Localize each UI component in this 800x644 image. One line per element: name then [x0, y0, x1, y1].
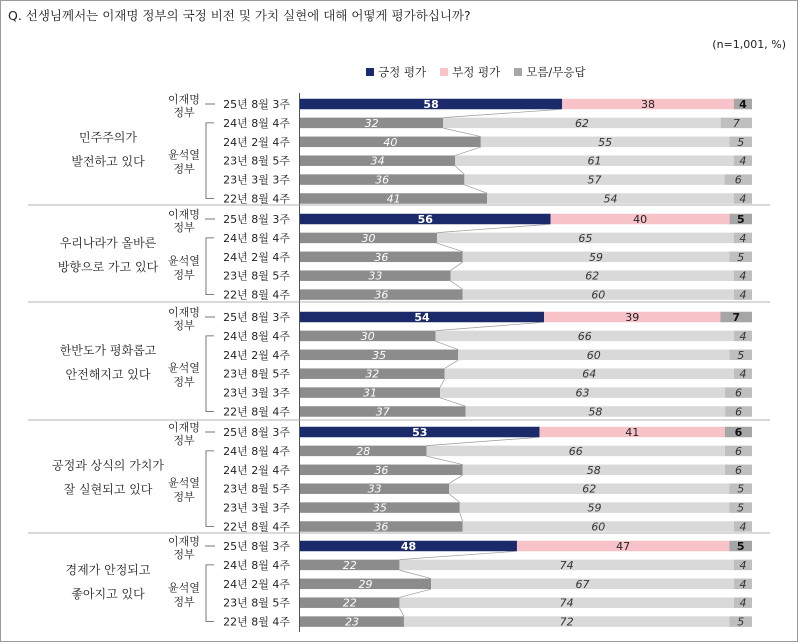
- period-label: 23년 8월 5주: [223, 269, 290, 283]
- series-connector: [436, 322, 544, 330]
- gov-label-yoon: 정부: [173, 595, 195, 609]
- value-label-dk: 6: [734, 386, 742, 400]
- value-label-dk: 5: [737, 348, 745, 362]
- value-label-negative: 66: [568, 444, 583, 458]
- value-label-dk: 5: [737, 482, 745, 496]
- period-label: 25년 8월 3주: [223, 98, 290, 111]
- value-label-negative: 58: [586, 463, 601, 477]
- period-label: 24년 2월 4주: [223, 577, 290, 591]
- period-label: 22년 8월 4주: [223, 288, 290, 302]
- period-label: 24년 8월 4주: [223, 329, 290, 343]
- group-label: 좋아지고 있다: [71, 586, 145, 601]
- series-connector: [437, 243, 463, 251]
- gov-label-lee: 이재명: [168, 306, 200, 319]
- value-label-positive: 36: [374, 250, 389, 264]
- value-label-dk: 4: [739, 192, 747, 206]
- value-label-dk: 4: [739, 596, 747, 610]
- value-label-negative: 66: [577, 329, 592, 343]
- value-label-negative: 57: [587, 173, 602, 187]
- series-connector: [449, 494, 460, 502]
- series-connector: [445, 360, 459, 368]
- period-label: 24년 2월 4주: [223, 348, 290, 362]
- series-connector: [449, 475, 463, 483]
- period-label: 22년 8월 4주: [223, 520, 290, 534]
- series-connector: [427, 456, 463, 464]
- value-label-positive: 35: [372, 501, 387, 515]
- series-connector: [399, 551, 517, 559]
- value-label-negative: 59: [589, 250, 604, 264]
- gov-label-yoon: 정부: [173, 268, 195, 282]
- period-label: 23년 8월 5주: [223, 596, 290, 610]
- period-label: 24년 8월 4주: [223, 558, 290, 572]
- value-label-positive: 54: [414, 311, 430, 324]
- value-label-positive: 32: [365, 367, 380, 381]
- value-label-negative: 39: [625, 311, 640, 324]
- gov-label-yoon: 윤석열: [168, 361, 200, 375]
- period-label: 24년 2월 4주: [223, 135, 290, 149]
- group-label: 잘 실현되고 있다: [63, 482, 153, 497]
- period-label: 23년 3월 3주: [223, 501, 290, 515]
- group-label: 경제가 안정되고: [65, 562, 151, 577]
- value-label-dk: 4: [739, 154, 747, 168]
- group-label: 한반도가 평화롭고: [59, 343, 157, 358]
- value-label-dk: 4: [739, 558, 747, 572]
- gov-label-yoon: 윤석열: [168, 476, 200, 490]
- value-label-dk: 4: [739, 269, 747, 283]
- gov-label-lee: 정부: [173, 106, 195, 119]
- legend-label-negative: 부정 평가: [452, 65, 501, 79]
- value-label-positive: 34: [370, 154, 385, 168]
- value-label-dk: 5: [736, 540, 745, 553]
- value-label-dk: 5: [736, 213, 745, 226]
- series-connector: [436, 341, 459, 349]
- value-label-positive: 41: [386, 192, 401, 206]
- gov-label-yoon: 정부: [173, 375, 195, 389]
- gov-label-lee: 이재명: [168, 208, 200, 221]
- value-label-dk: 7: [732, 311, 741, 324]
- period-label: 23년 3월 3주: [223, 386, 290, 400]
- gov-label-lee: 이재명: [168, 93, 200, 106]
- value-label-positive: 56: [417, 213, 433, 226]
- period-label: 24년 2월 4주: [223, 463, 290, 477]
- value-label-dk: 5: [737, 501, 745, 515]
- value-label-dk: 6: [734, 463, 742, 477]
- value-label-negative: 67: [575, 577, 590, 591]
- value-label-positive: 53: [412, 426, 428, 439]
- legend-label-positive: 긍정 평가: [378, 65, 427, 79]
- gov-label-lee: 정부: [173, 221, 195, 234]
- period-label: 24년 8월 4주: [223, 444, 290, 458]
- value-label-dk: 6: [734, 426, 743, 439]
- gov-label-yoon: 정부: [173, 490, 195, 504]
- value-label-negative: 41: [625, 426, 640, 439]
- value-label-positive: 36: [374, 520, 389, 534]
- value-label-negative: 55: [598, 135, 613, 149]
- series-connector: [455, 147, 481, 155]
- period-label: 25년 8월 3주: [223, 311, 290, 324]
- value-label-negative: 61: [587, 154, 602, 168]
- period-label: 23년 8월 5주: [223, 154, 290, 168]
- question-title: Q. 선생님께서는 이재명 정부의 국정 비전 및 가치 실현에 대해 어떻게 평가하십니까?: [8, 8, 471, 23]
- group-label: 우리나라가 올바른: [59, 235, 157, 250]
- value-label-negative: 38: [641, 98, 656, 111]
- value-label-dk: 4: [739, 520, 747, 534]
- value-label-dk: 5: [737, 135, 745, 149]
- legend-label-dk: 모름/무응답: [526, 65, 586, 79]
- value-label-positive: 31: [363, 386, 378, 400]
- value-label-negative: 64: [582, 367, 597, 381]
- value-label-positive: 22: [342, 596, 357, 610]
- value-label-negative: 59: [587, 501, 602, 515]
- gov-label-lee: 이재명: [168, 535, 200, 548]
- value-label-negative: 74: [559, 596, 574, 610]
- value-label-positive: 36: [374, 463, 389, 477]
- value-label-positive: 22: [342, 558, 357, 572]
- value-label-dk: 5: [737, 615, 745, 629]
- value-label-dk: 7: [732, 116, 740, 130]
- series-connector: [440, 379, 445, 387]
- series-connector: [443, 109, 562, 117]
- series-connector: [464, 185, 487, 193]
- series-connector: [399, 608, 404, 616]
- period-label: 23년 3월 3주: [223, 173, 290, 187]
- series-connector: [440, 398, 465, 406]
- gov-bracket: [206, 238, 214, 295]
- value-label-positive: 30: [360, 329, 375, 343]
- period-label: 24년 8월 4주: [223, 231, 290, 245]
- series-connector: [427, 437, 540, 445]
- value-label-negative: 63: [575, 386, 590, 400]
- value-label-positive: 36: [374, 288, 389, 302]
- value-label-negative: 40: [633, 213, 648, 226]
- period-label: 25년 8월 3주: [223, 213, 290, 226]
- period-label: 24년 2월 4주: [223, 250, 290, 264]
- value-label-positive: 35: [372, 348, 387, 362]
- gov-label-lee: 정부: [173, 319, 195, 332]
- value-label-positive: 48: [400, 540, 417, 553]
- value-label-negative: 62: [574, 116, 589, 130]
- value-label-dk: 4: [739, 231, 747, 245]
- value-label-positive: 30: [361, 231, 376, 245]
- value-label-positive: 23: [344, 615, 359, 629]
- value-label-dk: 4: [739, 577, 747, 591]
- value-label-positive: 33: [368, 269, 383, 283]
- gov-label-lee: 정부: [173, 434, 195, 447]
- period-label: 22년 8월 4주: [223, 192, 290, 206]
- value-label-dk: 4: [739, 98, 747, 111]
- gov-bracket: [206, 565, 214, 622]
- group-label: 안전해지고 있다: [65, 367, 151, 382]
- value-label-negative: 62: [582, 482, 597, 496]
- value-label-negative: 60: [591, 288, 606, 302]
- value-label-positive: 32: [364, 116, 379, 130]
- gov-label-lee: 이재명: [168, 421, 200, 434]
- value-label-positive: 36: [375, 173, 390, 187]
- value-label-negative: 60: [586, 348, 601, 362]
- value-label-dk: 6: [734, 173, 742, 187]
- value-label-positive: 28: [356, 444, 371, 458]
- series-connector: [451, 281, 463, 289]
- series-connector: [460, 513, 463, 521]
- series-connector: [455, 166, 464, 174]
- gov-bracket: [206, 451, 214, 527]
- value-label-positive: 40: [383, 135, 398, 149]
- period-label: 22년 8월 4주: [223, 615, 290, 629]
- value-label-dk: 4: [739, 329, 747, 343]
- series-connector: [443, 128, 481, 136]
- value-label-negative: 47: [616, 540, 631, 553]
- gov-label-lee: 정부: [173, 548, 195, 561]
- value-label-negative: 65: [578, 231, 593, 245]
- group-label: 공정과 상식의 가치가: [52, 458, 164, 473]
- value-label-positive: 33: [367, 482, 382, 496]
- gov-bracket: [206, 123, 214, 199]
- value-label-negative: 74: [559, 558, 574, 572]
- value-label-dk: 5: [737, 250, 745, 264]
- series-connector: [399, 589, 431, 597]
- value-label-positive: 29: [358, 577, 373, 591]
- period-label: 23년 8월 5주: [223, 367, 290, 381]
- period-label: 25년 8월 3주: [223, 540, 290, 553]
- gov-label-yoon: 정부: [173, 162, 195, 176]
- gov-label-yoon: 윤석열: [168, 254, 200, 268]
- unit-note: (n=1,001, %): [712, 38, 786, 51]
- value-label-negative: 62: [585, 269, 600, 283]
- period-label: 23년 8월 5주: [223, 482, 290, 496]
- series-connector: [399, 570, 431, 578]
- gov-bracket: [206, 336, 214, 412]
- group-label: 발전하고 있다: [71, 154, 145, 169]
- period-label: 25년 8월 3주: [223, 426, 290, 439]
- value-label-dk: 6: [734, 444, 742, 458]
- value-label-dk: 4: [739, 367, 747, 381]
- gov-label-yoon: 윤석열: [168, 581, 200, 595]
- value-label-negative: 72: [559, 615, 574, 629]
- gov-label-yoon: 윤석열: [168, 148, 200, 162]
- value-label-dk: 4: [739, 288, 747, 302]
- value-label-negative: 58: [588, 405, 603, 419]
- period-label: 24년 8월 4주: [223, 116, 290, 130]
- period-label: 22년 8월 4주: [223, 405, 290, 419]
- series-connector: [451, 262, 463, 270]
- value-label-positive: 37: [375, 405, 390, 419]
- series-connector: [437, 224, 551, 232]
- group-label: 민주주의가: [79, 130, 137, 145]
- group-label: 방향으로 가고 있다: [57, 259, 159, 274]
- value-label-dk: 6: [735, 405, 743, 419]
- value-label-negative: 54: [603, 192, 618, 206]
- value-label-negative: 60: [591, 520, 606, 534]
- value-label-positive: 58: [423, 98, 439, 111]
